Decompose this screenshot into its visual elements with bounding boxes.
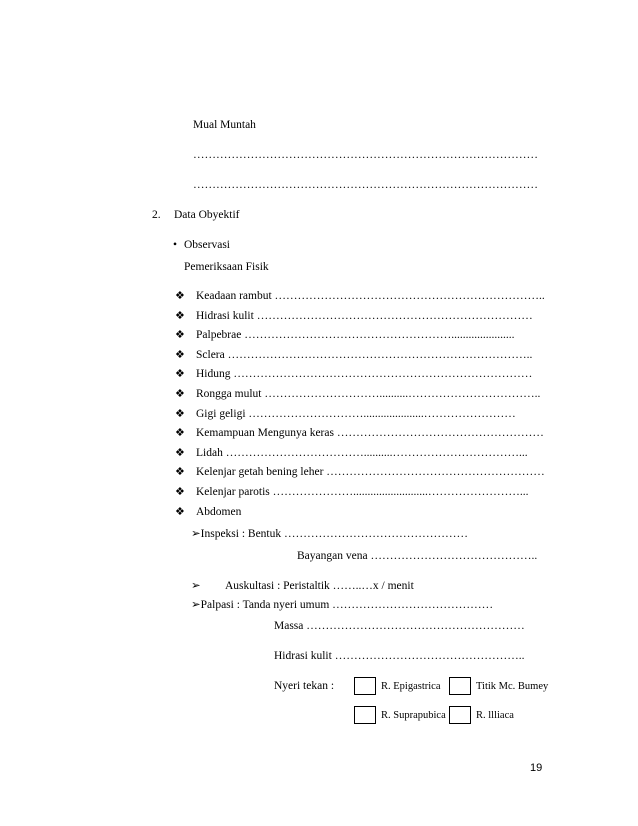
nyeri-tekan-label: Nyeri tekan : <box>274 680 335 692</box>
diamond-bullet-icon: ❖ <box>175 485 185 498</box>
diamond-bullet-icon: ❖ <box>175 387 185 400</box>
mual-muntah-fill-line-1: ……………………………………………………………………………… <box>193 149 538 161</box>
diamond-bullet-icon: ❖ <box>175 367 185 380</box>
diamond-bullet-icon: ❖ <box>175 289 185 302</box>
label-mc-bumey: Titik Mc. Bumey <box>476 681 549 692</box>
mual-muntah-title: Mual Muntah <box>193 119 256 131</box>
label-suprapubica: R. Suprapubica <box>381 710 446 721</box>
checkbox-epigastrica[interactable] <box>354 677 376 695</box>
diamond-bullet-icon: ❖ <box>175 407 185 420</box>
pemeriksaan-item: Keadaan rambut …………………………………………………………….. <box>196 290 545 302</box>
observasi-label: Observasi <box>184 239 230 251</box>
diamond-bullet-icon: ❖ <box>175 328 185 341</box>
bullet-icon: • <box>173 239 178 251</box>
massa-line: Massa ………………………………………………… <box>274 620 525 632</box>
label-illiaca: R. llliaca <box>476 710 514 721</box>
checkbox-mc-bumey[interactable] <box>449 677 471 695</box>
pemeriksaan-item: Palpebrae ………………………………………………...................... <box>196 329 515 341</box>
pemeriksaan-item: Lidah ………………………………..........……………………………... <box>196 447 528 459</box>
section-number: 2. <box>152 209 161 221</box>
auskultasi-line: Auskultasi : Peristaltik ……..…x / menit <box>225 580 414 592</box>
mual-muntah-fill-line-2: ……………………………………………………………………………… <box>193 179 538 191</box>
pemeriksaan-fisik-label: Pemeriksaan Fisik <box>184 261 269 273</box>
diamond-bullet-icon: ❖ <box>175 465 185 478</box>
diamond-bullet-icon: ❖ <box>175 446 185 459</box>
checkbox-illiaca[interactable] <box>449 706 471 724</box>
pemeriksaan-item: Sclera …………………………………………………………………….. <box>196 349 533 361</box>
inspeksi-line: ➢Inspeksi : Bentuk ………………………………………… <box>191 528 469 540</box>
pemeriksaan-item: Hidung …………………………………………………………………… <box>196 368 533 380</box>
palpasi-line: ➢Palpasi : Tanda nyeri umum …………………………………… <box>191 599 494 611</box>
label-epigastrica: R. Epigastrica <box>381 681 441 692</box>
checkbox-suprapubica[interactable] <box>354 706 376 724</box>
pemeriksaan-item: Abdomen <box>196 506 242 518</box>
pemeriksaan-item: Kelenjar getah bening leher ………………………………………………… <box>196 466 545 478</box>
pemeriksaan-item: Kemampuan Mengunya keras ……………………………………………… <box>196 427 544 439</box>
diamond-bullet-icon: ❖ <box>175 309 185 322</box>
hidrasi-kulit-line: Hidrasi kulit ………………………………………….. <box>274 650 525 662</box>
diamond-bullet-icon: ❖ <box>175 505 185 518</box>
auskultasi-arrow-icon: ➢ <box>191 580 201 592</box>
bayangan-vena-line: Bayangan vena …………………………………….. <box>297 550 538 562</box>
pemeriksaan-item: Kelenjar parotis …………………..........................……………………... <box>196 486 529 498</box>
pemeriksaan-item: Rongga mulut …………………………..........…………………………….. <box>196 388 541 400</box>
diamond-bullet-icon: ❖ <box>175 348 185 361</box>
diamond-bullet-icon: ❖ <box>175 426 185 439</box>
page-number: 19 <box>530 762 543 774</box>
section-title: Data Obyektif <box>174 209 240 221</box>
pemeriksaan-item: Hidrasi kulit ……………………………………………………………… <box>196 310 533 322</box>
pemeriksaan-item: Gigi geligi ………………………….....................…………………… <box>196 408 516 420</box>
